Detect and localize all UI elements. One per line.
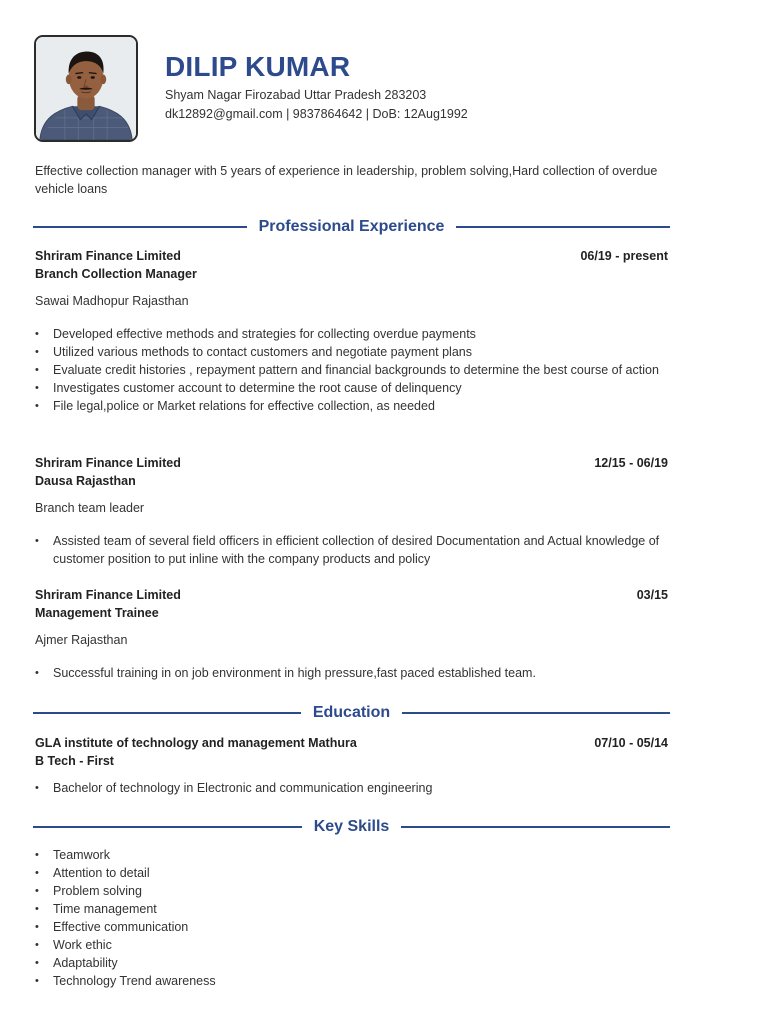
- responsibility-list: [35, 664, 668, 682]
- candidate-name: DILIP KUMAR: [165, 51, 351, 82]
- person-portrait-icon: [36, 37, 136, 140]
- heading-rule-right: [401, 826, 670, 828]
- skills-list: [35, 846, 668, 990]
- skill-item: • Effective communication: [35, 918, 668, 936]
- employment-dates: 03/15: [636, 588, 668, 602]
- skill-item: • Time management: [35, 900, 668, 918]
- responsibility-list: [35, 532, 668, 568]
- experience-entry: [35, 247, 668, 415]
- skill-item: • Technology Trend awareness: [35, 972, 668, 990]
- skill-item: • Adaptability: [35, 954, 668, 972]
- skill-item: • Problem solving: [35, 882, 668, 900]
- list-item: • Developed effective methods and strategies for collecting overdue payments: [35, 325, 668, 343]
- section-heading-skills: [33, 816, 670, 838]
- list-item: • File legal,police or Market relations for effective collection, as needed: [35, 397, 668, 415]
- skill-item: • Work ethic: [35, 936, 668, 954]
- job-location: Ajmer Rajasthan: [35, 633, 128, 647]
- list-item: • Assisted team of several field officers in efficient collection of desired Documentation and Actual knowledge of customer position to put inline with the company products and policy: [35, 532, 668, 568]
- job-title: Dausa Rajasthan: [35, 474, 136, 488]
- profile-summary: Effective collection manager with 5 years of experience in leadership, problem solving,Hard collection of overdue vehicle loans: [35, 164, 658, 196]
- section-heading-experience: [33, 216, 670, 238]
- section-heading-education: [33, 702, 670, 724]
- education-entry: [35, 734, 668, 797]
- skills-entry: [35, 846, 668, 990]
- employer-name: Shriram Finance Limited: [35, 588, 181, 602]
- section-title: Education: [312, 704, 391, 721]
- heading-rule-left: [33, 826, 302, 828]
- employer-name: Shriram Finance Limited: [35, 249, 181, 263]
- section-title: Key Skills: [313, 818, 390, 835]
- list-item: • Utilized various methods to contact customers and negotiate payment plans: [35, 343, 668, 361]
- profile-photo: [34, 35, 138, 142]
- job-title: Management Trainee: [35, 606, 159, 620]
- contact-line: dk12892@gmail.com | 9837864642 | DoB: 12Aug1992: [165, 107, 468, 121]
- heading-rule-left: [33, 226, 247, 228]
- job-location: Branch team leader: [35, 501, 145, 515]
- skill-item: • Teamwork: [35, 846, 668, 864]
- list-item: • Evaluate credit histories , repayment pattern and financial backgrounds to determine the best course of action: [35, 361, 668, 379]
- section-title: Professional Experience: [258, 218, 445, 235]
- list-item: • Bachelor of technology in Electronic and communication engineering: [35, 779, 668, 797]
- employment-dates: 12/15 - 06/19: [594, 456, 668, 470]
- heading-rule-right: [402, 712, 670, 714]
- job-title: Branch Collection Manager: [35, 267, 197, 281]
- skill-item: • Attention to detail: [35, 864, 668, 882]
- responsibility-list: [35, 325, 668, 415]
- address-line: Shyam Nagar Firozabad Uttar Pradesh 283203: [165, 88, 427, 102]
- job-location: Sawai Madhopur Rajasthan: [35, 294, 189, 308]
- degree-title: B Tech - First: [35, 754, 114, 768]
- list-item: • Investigates customer account to determine the root cause of delinquency: [35, 379, 668, 397]
- heading-rule-right: [456, 226, 670, 228]
- heading-rule-left: [33, 712, 301, 714]
- employment-dates: 06/19 - present: [580, 249, 668, 263]
- list-item: • Successful training in on job environment in high pressure,fast paced established team.: [35, 664, 668, 682]
- education-dates: 07/10 - 05/14: [594, 736, 668, 750]
- experience-entry: [35, 454, 668, 568]
- education-details-list: [35, 779, 668, 797]
- institution-name: GLA institute of technology and management Mathura: [35, 736, 357, 750]
- employer-name: Shriram Finance Limited: [35, 456, 181, 470]
- experience-entry: [35, 586, 668, 682]
